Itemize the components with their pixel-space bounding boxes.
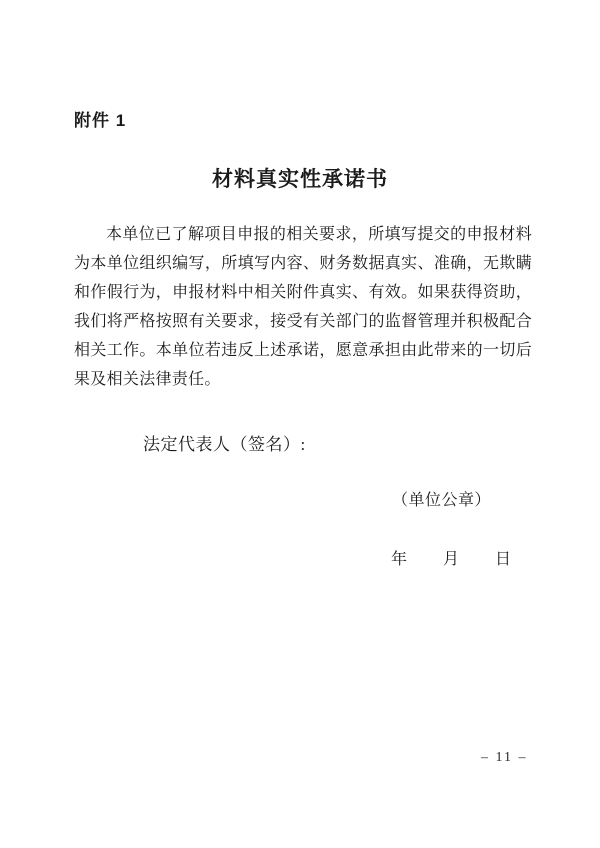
attachment-label: 附件 1 [74,111,127,130]
legal-representative-signature-label: 法定代表人（签名）: [143,435,306,454]
date-day-label: 日 [495,551,512,568]
unit-seal-label: （单位公章） [392,492,492,509]
date-line [391,546,511,569]
date-year-label: 年 [391,551,408,568]
commitment-body-paragraph: 本单位已了解项目申报的相关要求，所填写提交的申报材料为本单位组织编写，所填写内容、财务数据真实、准确，无欺瞒和作假行为，申报材料中相关附件真实、有效。如果获得资助，我们将严格按照有关要求，接受有关部门的监督管理并积极配合相关工作。本单位若违反上述承诺，愿意承担由此带来的一切后果及相关法律责任。 [74,226,532,388]
date-month-label: 月 [443,551,460,568]
document-title: 材料真实性承诺书 [212,167,388,191]
page-number: – 11 – [481,750,528,765]
